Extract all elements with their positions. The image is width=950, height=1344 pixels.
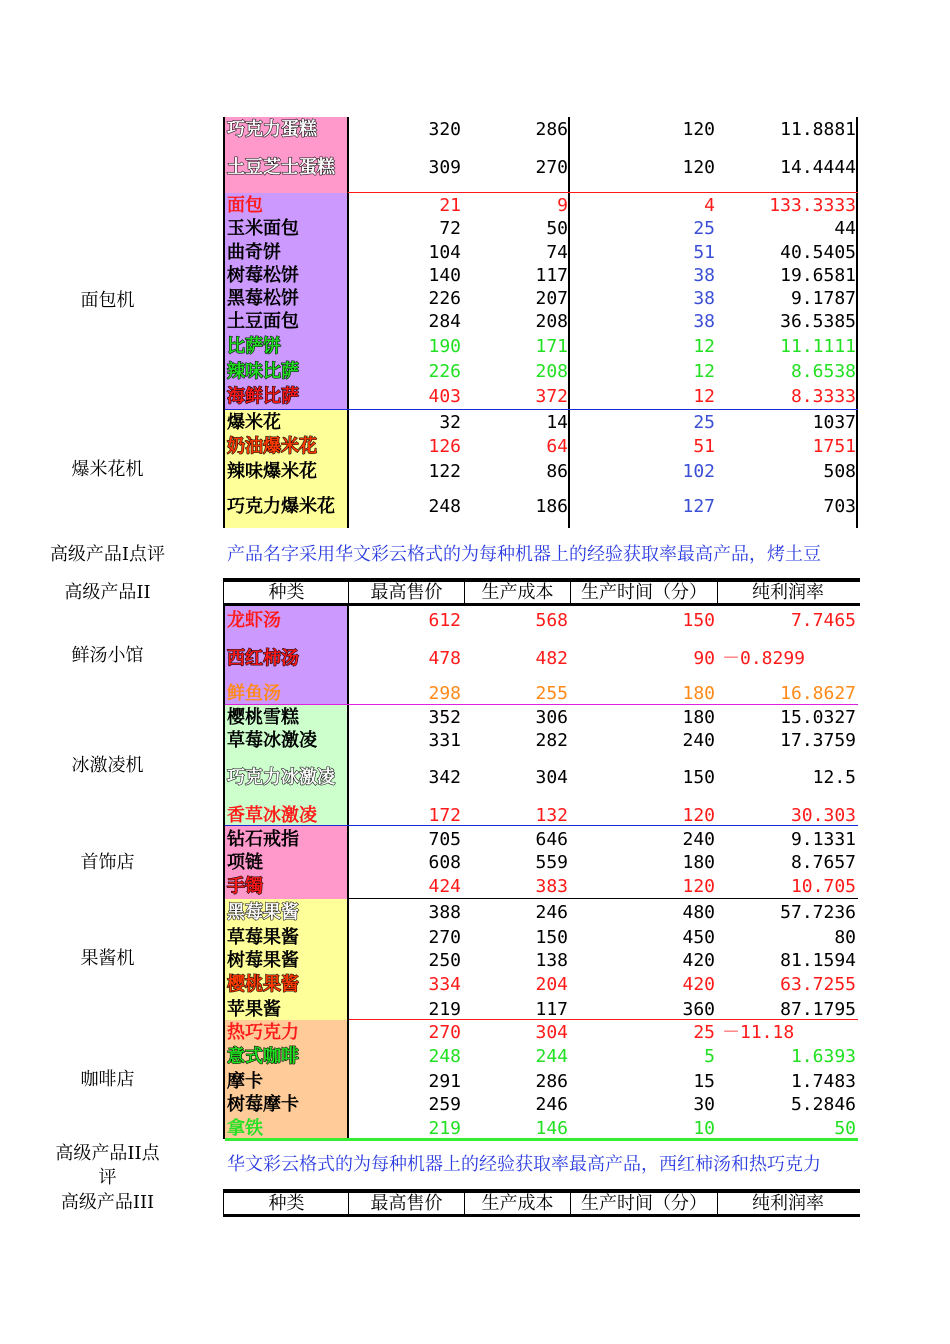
price-cell: 270 [428, 927, 461, 948]
time-cell: 10 [693, 1118, 715, 1139]
product-name: 樱桃果酱 [227, 974, 299, 995]
product-name: 土豆芝士蛋糕 [227, 157, 335, 178]
cost-cell: 244 [535, 1046, 568, 1067]
profit-cell: 40.5405 [780, 242, 856, 263]
grid-line [223, 606, 225, 1139]
cost-cell: 186 [535, 496, 568, 517]
profit-cell: 87.1795 [780, 999, 856, 1020]
category-coffee-shop: 咖啡店 [80, 1069, 135, 1090]
price-cell: 270 [428, 1022, 461, 1043]
cost-cell: 286 [535, 119, 568, 140]
time-cell: 450 [682, 927, 715, 948]
profit-cell: 9.1787 [790, 288, 856, 309]
time-cell: 12 [693, 361, 715, 382]
time-cell: 4 [704, 195, 715, 216]
product-name: 龙虾汤 [227, 610, 281, 631]
time-cell: 38 [693, 265, 715, 286]
header-type: 种类 [268, 1193, 305, 1214]
price-cell: 126 [428, 436, 461, 457]
grid-line [223, 578, 224, 606]
product-name: 项链 [227, 852, 263, 873]
price-cell: 32 [439, 412, 461, 433]
review-label: 高级产品I点评 [49, 544, 166, 565]
product-name: 玉米面包 [227, 218, 299, 239]
category-jewelry-shop: 首饰店 [80, 852, 135, 873]
profit-cell: 1037 [812, 412, 856, 433]
product-name: 鲜鱼汤 [227, 683, 281, 704]
cost-cell: 208 [535, 311, 568, 332]
product-name: 拿铁 [227, 1118, 263, 1139]
product-name: 巧克力冰激凌 [227, 767, 335, 788]
cost-cell: 117 [535, 999, 568, 1020]
time-cell: 127 [682, 496, 715, 517]
product-name: 黑莓松饼 [227, 288, 299, 309]
product-name: 意式咖啡 [227, 1046, 299, 1067]
cost-cell: 117 [535, 265, 568, 286]
section-title: 高级产品III [60, 1192, 155, 1213]
time-cell: 5 [704, 1046, 715, 1067]
cost-cell: 208 [535, 361, 568, 382]
product-name: 香草冰激凌 [227, 805, 317, 826]
price-cell: 284 [428, 311, 461, 332]
header-profit: 纯利润率 [752, 582, 824, 603]
price-cell: 122 [428, 461, 461, 482]
profit-cell: 7.7465 [790, 610, 856, 631]
cost-cell: 64 [546, 436, 568, 457]
separator-red [348, 192, 858, 193]
cost-cell: 482 [535, 648, 568, 669]
price-cell: 352 [428, 707, 461, 728]
profit-cell: －0.8299 [722, 648, 806, 669]
cost-cell: 50 [546, 218, 568, 239]
profit-cell: 16.8627 [780, 683, 856, 704]
cost-cell: 204 [535, 974, 568, 995]
profit-cell: 9.1331 [790, 829, 856, 850]
time-cell: 30 [693, 1094, 715, 1115]
grid-line [223, 1189, 224, 1217]
profit-cell: 19.6581 [780, 265, 856, 286]
time-cell: 180 [682, 707, 715, 728]
grid-line [223, 117, 225, 528]
time-cell: 38 [693, 288, 715, 309]
profit-cell: 703 [823, 496, 856, 517]
product-name: 树莓果酱 [227, 950, 299, 971]
profit-cell: 1751 [812, 436, 856, 457]
cost-cell: 304 [535, 1022, 568, 1043]
price-cell: 403 [428, 386, 461, 407]
product-name: 钻石戒指 [227, 829, 299, 850]
cost-cell: 171 [535, 336, 568, 357]
profit-cell: 8.7657 [790, 852, 856, 873]
cost-cell: 255 [535, 683, 568, 704]
cost-cell: 568 [535, 610, 568, 631]
cost-cell: 306 [535, 707, 568, 728]
time-cell: 180 [682, 852, 715, 873]
product-name: 奶油爆米花 [227, 436, 317, 457]
price-cell: 259 [428, 1094, 461, 1115]
profit-cell: 1.6393 [790, 1046, 856, 1067]
product-name: 辣味爆米花 [227, 461, 317, 482]
time-cell: 15 [693, 1071, 715, 1092]
time-cell: 25 [693, 412, 715, 433]
category-bread-machine: 面包机 [80, 290, 135, 311]
grid-line [568, 117, 570, 528]
profit-cell: 36.5385 [780, 311, 856, 332]
cost-cell: 383 [535, 876, 568, 897]
header-cost: 生产成本 [481, 582, 554, 603]
time-cell: 120 [682, 876, 715, 897]
time-cell: 25 [693, 218, 715, 239]
price-cell: 248 [428, 496, 461, 517]
profit-cell: 8.3333 [790, 386, 856, 407]
cost-cell: 646 [535, 829, 568, 850]
profit-cell: 17.3759 [780, 730, 856, 751]
price-cell: 190 [428, 336, 461, 357]
cost-cell: 282 [535, 730, 568, 751]
profit-cell: －11.18 [722, 1022, 795, 1043]
cost-cell: 246 [535, 902, 568, 923]
time-cell: 150 [682, 610, 715, 631]
time-cell: 38 [693, 311, 715, 332]
price-cell: 334 [428, 974, 461, 995]
profit-cell: 44 [834, 218, 856, 239]
price-cell: 226 [428, 361, 461, 382]
price-cell: 291 [428, 1071, 461, 1092]
cost-cell: 146 [535, 1118, 568, 1139]
time-cell: 12 [693, 386, 715, 407]
header-type: 种类 [268, 582, 305, 603]
cost-cell: 14 [546, 412, 568, 433]
profit-cell: 15.0327 [780, 707, 856, 728]
price-cell: 608 [428, 852, 461, 873]
product-name: 海鲜比萨 [227, 386, 299, 407]
product-name: 樱桃雪糕 [227, 707, 299, 728]
product-name: 手镯 [227, 876, 263, 897]
profit-cell: 50 [834, 1118, 856, 1139]
review-text: 产品名字采用华文彩云格式的为每种机器上的经验获取率最高产品，烤土豆 [227, 544, 821, 565]
price-cell: 320 [428, 119, 461, 140]
price-cell: 342 [428, 767, 461, 788]
price-cell: 72 [439, 218, 461, 239]
profit-cell: 14.4444 [780, 157, 856, 178]
review-label-cont: 评 [98, 1167, 117, 1188]
profit-cell: 5.2846 [790, 1094, 856, 1115]
price-cell: 248 [428, 1046, 461, 1067]
time-cell: 25 [693, 1022, 715, 1043]
cost-cell: 304 [535, 767, 568, 788]
cost-cell: 207 [535, 288, 568, 309]
price-cell: 140 [428, 265, 461, 286]
header-time: 生产时间（分） [581, 1193, 707, 1214]
time-cell: 150 [682, 767, 715, 788]
review-label: 高级产品II点 [55, 1143, 160, 1164]
profit-cell: 8.6538 [790, 361, 856, 382]
price-cell: 21 [439, 195, 461, 216]
profit-cell: 508 [823, 461, 856, 482]
category-icecream-machine: 冰激凌机 [71, 755, 144, 776]
profit-cell: 80 [834, 927, 856, 948]
product-name: 辣味比萨 [227, 361, 299, 382]
time-cell: 51 [693, 436, 715, 457]
cost-cell: 559 [535, 852, 568, 873]
price-cell: 331 [428, 730, 461, 751]
price-cell: 219 [428, 1118, 461, 1139]
cost-cell: 270 [535, 157, 568, 178]
profit-cell: 63.7255 [780, 974, 856, 995]
profit-cell: 1.7483 [790, 1071, 856, 1092]
header-time: 生产时间（分） [581, 582, 707, 603]
cost-cell: 246 [535, 1094, 568, 1115]
product-name: 苹果酱 [227, 999, 281, 1020]
profit-cell: 12.5 [812, 767, 856, 788]
time-cell: 102 [682, 461, 715, 482]
cost-cell: 74 [546, 242, 568, 263]
price-cell: 104 [428, 242, 461, 263]
price-cell: 298 [428, 683, 461, 704]
time-cell: 420 [682, 974, 715, 995]
product-name: 巧克力蛋糕 [227, 119, 317, 140]
cost-cell: 86 [546, 461, 568, 482]
time-cell: 90 [693, 648, 715, 669]
header-price: 最高售价 [370, 1193, 443, 1214]
profit-cell: 133.3333 [769, 195, 856, 216]
price-cell: 172 [428, 805, 461, 826]
cost-cell: 9 [557, 195, 568, 216]
profit-cell: 57.7236 [780, 902, 856, 923]
profit-cell: 11.8881 [780, 119, 856, 140]
product-name: 草莓果酱 [227, 927, 299, 948]
price-cell: 388 [428, 902, 461, 923]
section-title: 高级产品II [64, 582, 151, 603]
product-name: 黑莓果酱 [227, 902, 299, 923]
product-name: 巧克力爆米花 [227, 496, 335, 517]
cost-cell: 150 [535, 927, 568, 948]
time-cell: 120 [682, 119, 715, 140]
header-price: 最高售价 [370, 582, 443, 603]
cost-cell: 132 [535, 805, 568, 826]
header-profit: 纯利润率 [752, 1193, 824, 1214]
product-name: 比萨饼 [227, 336, 281, 357]
product-name: 草莓冰激凌 [227, 730, 317, 751]
product-name: 西红柿汤 [227, 648, 299, 669]
time-cell: 51 [693, 242, 715, 263]
cost-cell: 286 [535, 1071, 568, 1092]
profit-cell: 30.303 [790, 805, 856, 826]
product-name: 土豆面包 [227, 311, 299, 332]
grid-line [856, 117, 858, 528]
price-cell: 705 [428, 829, 461, 850]
cost-cell: 138 [535, 950, 568, 971]
time-cell: 360 [682, 999, 715, 1020]
product-name: 树莓摩卡 [227, 1094, 299, 1115]
product-name: 摩卡 [227, 1071, 263, 1092]
time-cell: 120 [682, 805, 715, 826]
price-cell: 226 [428, 288, 461, 309]
price-cell: 424 [428, 876, 461, 897]
product-name: 树莓松饼 [227, 265, 299, 286]
profit-cell: 10.705 [790, 876, 856, 897]
category-jam-machine: 果酱机 [80, 948, 135, 969]
header-cost: 生产成本 [481, 1193, 554, 1214]
price-cell: 309 [428, 157, 461, 178]
profit-cell: 11.1111 [780, 336, 856, 357]
time-cell: 180 [682, 683, 715, 704]
separator-blue [225, 409, 858, 410]
product-name: 面包 [227, 195, 263, 216]
category-popcorn-machine: 爆米花机 [71, 459, 144, 480]
review-text: 华文彩云格式的为每种机器上的经验获取率最高产品，西红柿汤和热巧克力 [227, 1154, 821, 1175]
product-name: 曲奇饼 [227, 242, 281, 263]
time-cell: 120 [682, 157, 715, 178]
product-name: 热巧克力 [227, 1022, 299, 1043]
time-cell: 240 [682, 829, 715, 850]
profit-cell: 81.1594 [780, 950, 856, 971]
cost-cell: 372 [535, 386, 568, 407]
price-cell: 219 [428, 999, 461, 1020]
price-cell: 478 [428, 648, 461, 669]
price-cell: 250 [428, 950, 461, 971]
time-cell: 12 [693, 336, 715, 357]
time-cell: 480 [682, 902, 715, 923]
time-cell: 420 [682, 950, 715, 971]
time-cell: 240 [682, 730, 715, 751]
product-name: 爆米花 [227, 412, 281, 433]
category-soup-shop: 鲜汤小馆 [71, 645, 144, 666]
price-cell: 612 [428, 610, 461, 631]
